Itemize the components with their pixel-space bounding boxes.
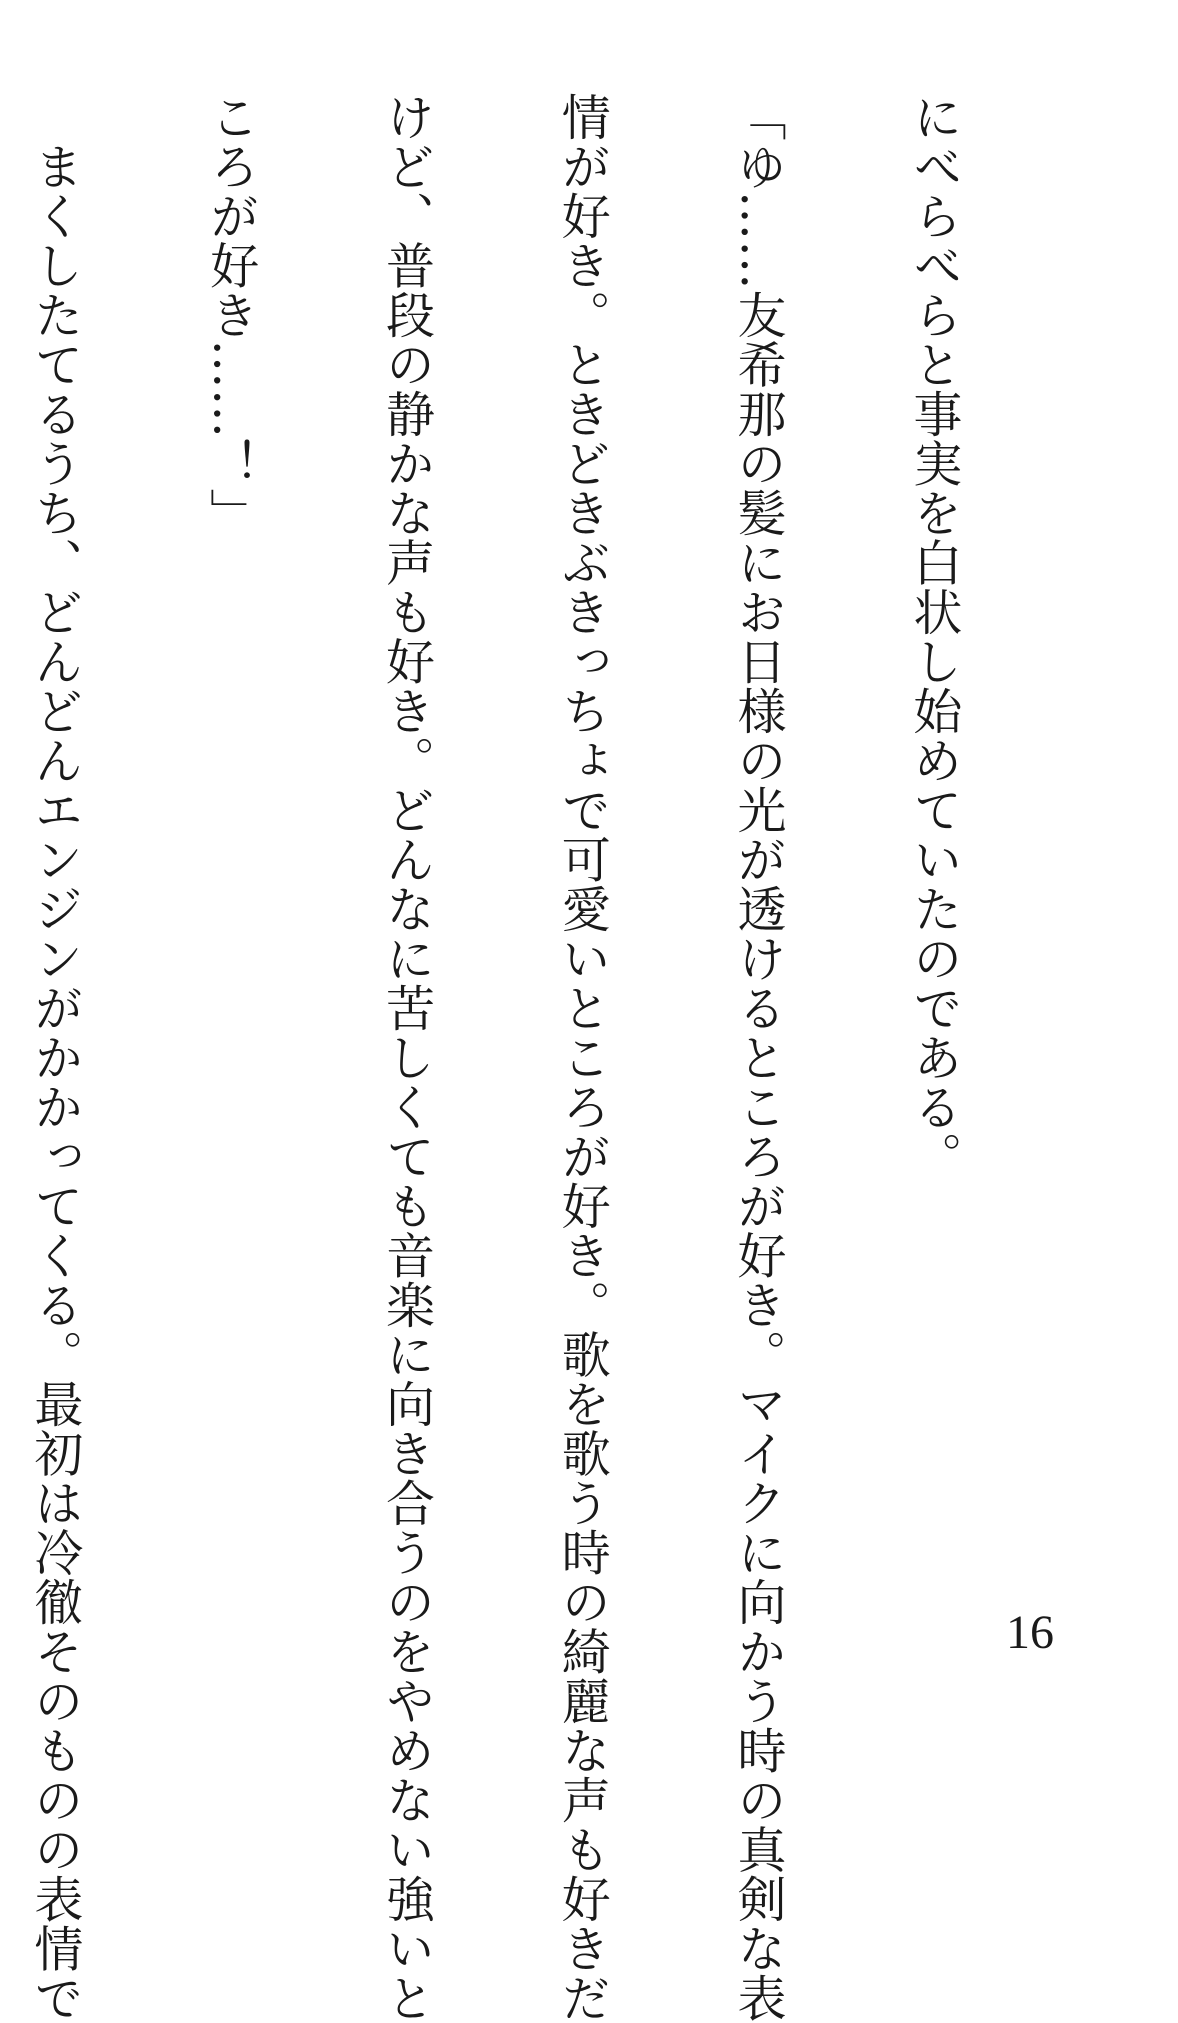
text-line: ころが好き……！」 [202, 92, 260, 538]
text-line: 情が好き。ときどきぶきっちょで可愛いところが好き。歌を歌う時の綺麗な声も好きだ [554, 92, 612, 2023]
text-line: 「ゆ……友希那の髪にお日様の光が透けるところが好き。マイクに向かう時の真剣な表 [730, 92, 788, 2023]
page-number: 16 [1006, 1606, 1054, 1659]
text-line: けど、普段の静かな声も好き。どんなに苦しくても音楽に向き合うのをやめない強いと [378, 92, 436, 2023]
text-line: にべらべらと事実を白状し始めていたのである。 [905, 92, 963, 1181]
text-line: まくしたてるうち、どんどんエンジンがかかってくる。最初は冷徹そのものの表情で [26, 92, 84, 2023]
